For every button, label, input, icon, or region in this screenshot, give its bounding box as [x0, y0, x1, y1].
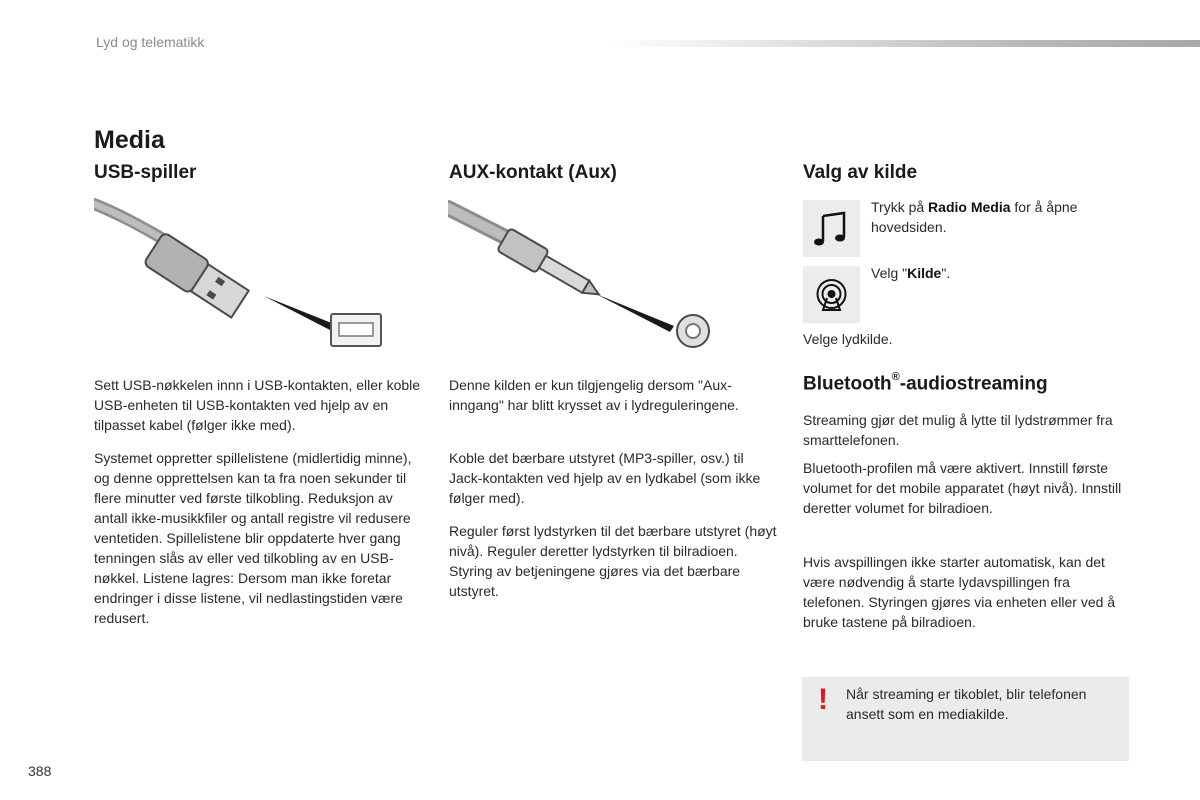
- bluetooth-heading: Bluetooth®-audiostreaming: [803, 371, 1048, 395]
- aux-paragraph-1: Denne kilden er kun tilgjengelig dersom "Aux-inngang" har blitt krysset av i lydreguleringene.: [449, 377, 739, 413]
- warning-icon: !: [818, 683, 828, 716]
- music-note-icon: [803, 200, 860, 257]
- aux-jack-illustration: [448, 196, 738, 356]
- source-summary: Velge lydkilde.: [803, 331, 893, 347]
- aux-paragraph-2: Koble det bærbare utstyret (MP3-spiller, osv.) til Jack-kontakten ved hjelp av en lydkabel (som ikke følger med).: [449, 450, 761, 506]
- note-text: Når streaming er tikoblet, blir telefonen ansett som en mediakilde.: [846, 686, 1087, 722]
- usb-paragraph-1: Sett USB-nøkkelen innn i USB-kontakten, eller koble USB-enheten til USB-kontakten ved hjelp av en tilpasset kabel (følger ikke med).: [94, 377, 421, 433]
- aux-heading: AUX-kontakt (Aux): [449, 162, 617, 183]
- header-gradient-bar: [605, 40, 1200, 47]
- bluetooth-paragraph-3: Hvis avspillingen ikke starter automatisk, kan det være nødvendig å starte lydavspillingen fra telefonen. Styringen gjøres via enheten eller ved å bruke tastene på bilradioen.: [803, 554, 1116, 630]
- bluetooth-paragraph-2: Bluetooth-profilen må være aktivert. Innstill første volumet for det mobile apparatet (høyt nivå). Innstill deretter volumet for bilradioen.: [803, 460, 1122, 516]
- bluetooth-paragraph-1: Streaming gjør det mulig å lytte til lydstrømmer fra smarttelefonen.: [803, 412, 1113, 448]
- source-step-1: Trykk på Radio Media for å åpne hovedsiden.: [871, 199, 1078, 235]
- source-heading: Valg av kilde: [803, 162, 918, 183]
- section-label: Lyd og telematikk: [96, 34, 205, 50]
- aux-paragraph-3: Reguler først lydstyrken til det bærbare utstyret (høyt nivå). Reguler deretter lydstyrken til bilradioen. Styring av betjeningene gjøres via det bærbare utstyret.: [449, 523, 777, 599]
- note-box: [802, 677, 1129, 761]
- page-number: 388: [28, 763, 52, 779]
- source-button[interactable]: [803, 266, 860, 323]
- source-step-2: Velg "Kilde".: [871, 265, 951, 281]
- source-signal-icon: [803, 266, 860, 323]
- usb-paragraph-2: Systemet oppretter spillelistene (midlertidig minne), og denne opprettelsen kan ta fra noen sekunder til flere minutter ved første tilkobling. Reduksjon av antall ikke-musikkfiler og antall registre vil redusere ventetiden. Spillelistene blir oppdaterte hver gang tenningen slås av eller ved tilkobling av en USB-nøkkel. Listene lagres: Dersom man ikke foretar endringer i disse listene, vil nedlastingstiden være redusert.: [94, 450, 412, 626]
- usb-heading: USB-spiller: [94, 162, 197, 183]
- radio-media-button[interactable]: [803, 200, 860, 257]
- usb-plug-illustration: [94, 196, 394, 356]
- page-title: Media: [94, 126, 165, 154]
